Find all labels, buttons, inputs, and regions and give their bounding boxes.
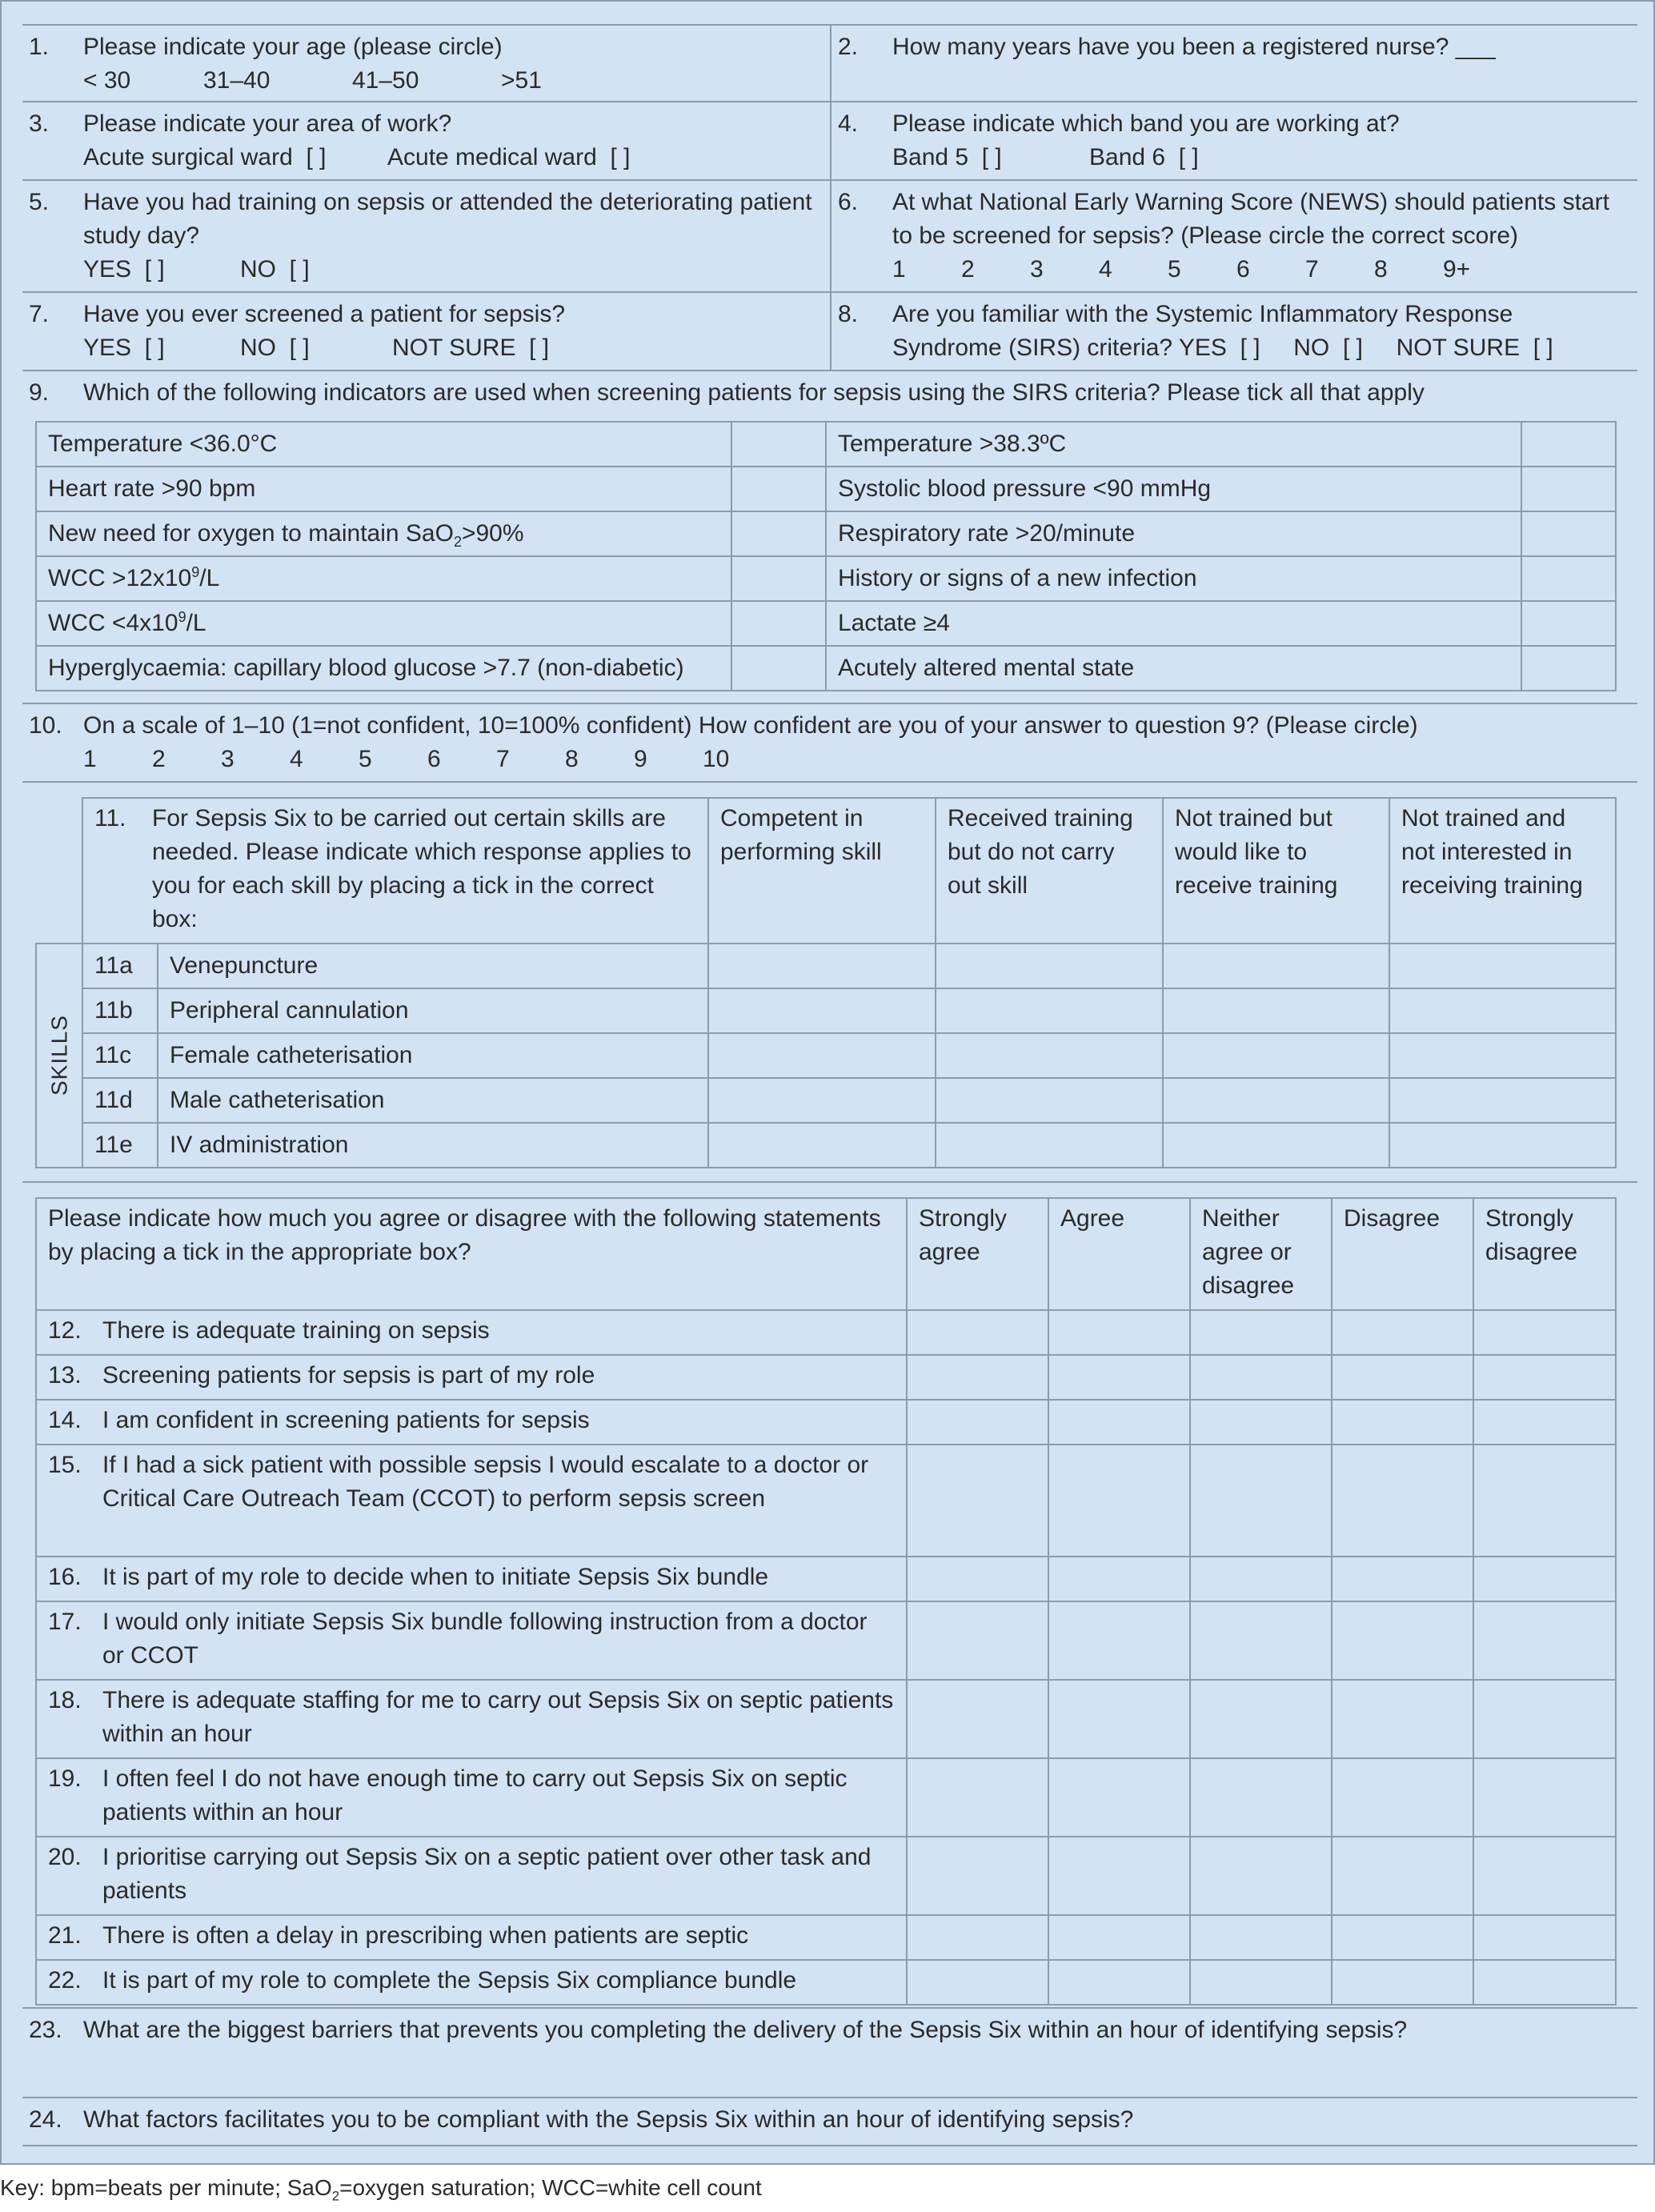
statement-number: 17. [48, 1609, 82, 1635]
score-option[interactable]: 6 [1236, 256, 1250, 283]
column-header: Not trained and not interested in receiving training [1389, 798, 1616, 944]
tick-box[interactable] [731, 422, 826, 467]
confidence-option[interactable]: 1 [83, 746, 97, 772]
tick-box[interactable] [1473, 1960, 1616, 2005]
table-row [36, 1078, 1616, 1123]
agreement-table [35, 1197, 1617, 2006]
tick-box[interactable] [1389, 1123, 1616, 1168]
confidence-option[interactable]: 4 [290, 746, 303, 772]
tick-box[interactable] [1332, 1758, 1473, 1837]
question-text-options[interactable]: Syndrome (SIRS) criteria? YES [ ] NO [ ] NOT SURE [ ] [892, 335, 1553, 361]
confidence-option[interactable]: 5 [359, 746, 372, 772]
tick-box[interactable] [1190, 1355, 1332, 1400]
question-6 [830, 181, 1637, 291]
confidence-option[interactable]: 3 [221, 746, 234, 772]
row-q5-q6 [22, 181, 1637, 293]
tick-box[interactable] [731, 467, 826, 511]
row-q7-q8 [22, 293, 1637, 371]
option-band-5[interactable]: Band 5 [ ] [892, 144, 1002, 170]
skill-code: 11e [82, 1123, 158, 1168]
indicator-label: Temperature <36.0°C [36, 422, 731, 467]
tick-box[interactable] [1048, 1400, 1190, 1445]
statement-number: 21. [48, 1922, 82, 1949]
statement-row [36, 1355, 1616, 1400]
table-row [36, 511, 1616, 556]
question-text: For Sepsis Six to be carried out certain skills are needed. Please indicate which response applies to you for each skill by placing a tick in the correct box: [152, 805, 691, 932]
question-text: What factors facilitates you to be compliant with the Sepsis Six within an hour of identifying sepsis? [83, 2106, 1134, 2133]
tick-box[interactable] [1473, 1445, 1616, 1557]
tick-box[interactable] [1163, 1033, 1389, 1078]
statement-text: There is adequate staffing for me to carry out Sepsis Six on septic patients within an hour [102, 1687, 894, 1747]
statement-text: There is adequate training on sepsis [102, 1317, 490, 1344]
tick-box[interactable] [1163, 988, 1389, 1033]
column-header: Disagree [1332, 1198, 1473, 1310]
table-row [36, 467, 1616, 511]
statement-text: I am confident in screening patients for sepsis [102, 1407, 590, 1433]
confidence-option[interactable]: 8 [565, 746, 579, 772]
agreement-intro: Please indicate how much you agree or disagree with the following statements by placing a tick in the appropriate box? [36, 1198, 907, 1310]
tick-box[interactable] [1190, 1400, 1332, 1445]
skill-code: 11a [82, 944, 158, 988]
skills-header-row [36, 798, 1616, 944]
column-header: Competent in performing skill [708, 798, 936, 944]
tick-box[interactable] [1190, 1837, 1332, 1915]
indicator-label: Acutely altered mental state [826, 646, 1521, 691]
column-header: Strongly agree [907, 1198, 1048, 1310]
question-text: Please indicate which band you are working at? [892, 110, 1400, 137]
question-number: 23. [29, 2017, 62, 2043]
tick-box[interactable] [1332, 1400, 1473, 1445]
tick-box[interactable] [1048, 1557, 1190, 1601]
tick-box[interactable] [1190, 1680, 1332, 1758]
question-number: 8. [838, 301, 859, 327]
option-yes[interactable]: YES [ ] [83, 335, 165, 361]
tick-box[interactable] [1473, 1915, 1616, 1960]
skills-side-label: SKILLS [36, 944, 82, 1168]
question-text: On a scale of 1–10 (1=not confident, 10=100% confident) How confident are you of your answer to question 9? (Please circle) [83, 712, 1418, 739]
tick-box[interactable] [1048, 1601, 1190, 1680]
tick-box[interactable] [1473, 1601, 1616, 1680]
column-header: Neither agree or disagree [1190, 1198, 1332, 1310]
tick-box[interactable] [708, 988, 936, 1033]
table-row [36, 1033, 1616, 1078]
statement-text: If I had a sick patient with possible sepsis I would escalate to a doctor or Critical Care Outreach Team (CCOT) to perform sepsis screen [102, 1452, 869, 1512]
option-under-30[interactable]: < 30 [83, 67, 131, 94]
option-41-50[interactable]: 41–50 [352, 67, 419, 94]
skill-code: 11d [82, 1078, 158, 1123]
tick-box[interactable] [907, 1837, 1048, 1915]
statement-number: 18. [48, 1687, 82, 1713]
question-3 [22, 102, 830, 179]
skill-code: 11b [82, 988, 158, 1033]
tick-box[interactable] [708, 1033, 936, 1078]
option-over-51[interactable]: >51 [501, 67, 542, 94]
option-medical-ward[interactable]: Acute medical ward [ ] [387, 144, 631, 170]
option-band-6[interactable]: Band 6 [ ] [1089, 144, 1199, 170]
tick-box[interactable] [936, 1033, 1163, 1078]
question-text: Are you familiar with the Systemic Inflammatory Response [892, 301, 1513, 327]
tick-box[interactable] [1048, 1915, 1190, 1960]
column-header: Not trained but would like to receive training [1163, 798, 1389, 944]
indicator-label: Lactate ≥4 [826, 601, 1521, 646]
question-text: What are the biggest barriers that prevents you completing the delivery of the Sepsis Six within an hour of identifying sepsis? [83, 2017, 1408, 2043]
statement-row [36, 1837, 1616, 1915]
question-number: 11. [94, 805, 126, 832]
tick-box[interactable] [708, 944, 936, 988]
statement-row [36, 1445, 1616, 1557]
tick-box[interactable] [936, 1078, 1163, 1123]
statement-row [36, 1915, 1616, 1960]
tick-box[interactable] [1521, 601, 1616, 646]
tick-box[interactable] [1332, 1445, 1473, 1557]
tick-box[interactable] [1332, 1680, 1473, 1758]
table-row [36, 988, 1616, 1033]
confidence-option[interactable]: 6 [427, 746, 441, 772]
option-31-40[interactable]: 31–40 [203, 67, 270, 94]
question-number: 4. [838, 110, 859, 137]
tick-box[interactable] [1521, 646, 1616, 691]
indicator-label: WCC $>12x10^9/L$ [36, 556, 731, 601]
tick-box[interactable] [1048, 1837, 1190, 1915]
question-24[interactable] [22, 2098, 1637, 2146]
confidence-option[interactable]: 7 [496, 746, 510, 772]
tick-box[interactable] [907, 1400, 1048, 1445]
score-option[interactable]: 8 [1374, 256, 1388, 283]
question-text: Please indicate your area of work? [83, 110, 452, 137]
score-option[interactable]: 1 [892, 256, 906, 283]
tick-box[interactable] [1473, 1758, 1616, 1837]
tick-box[interactable] [1190, 1601, 1332, 1680]
question-number: 7. [29, 301, 50, 327]
statement-number: 14. [48, 1407, 82, 1433]
statement-row [36, 1758, 1616, 1837]
option-surgical-ward[interactable]: Acute surgical ward [ ] [83, 144, 327, 170]
question-2 [830, 26, 1637, 101]
statement-number: 20. [48, 1844, 82, 1870]
tick-box[interactable] [1190, 1557, 1332, 1601]
tick-box[interactable] [1048, 1445, 1190, 1557]
score-option[interactable]: 9+ [1443, 256, 1471, 283]
statement-text: There is often a delay in prescribing when patients are septic [102, 1922, 749, 1949]
question-number: 5. [29, 189, 50, 215]
table-row [36, 556, 1616, 601]
tick-box[interactable] [1163, 1078, 1389, 1123]
skill-code: 11c [82, 1033, 158, 1078]
question-number: 1. [29, 34, 50, 60]
question-text: Have you had training on sepsis or attended the deteriorating patient study day? [83, 189, 812, 249]
tick-box[interactable] [907, 1445, 1048, 1557]
table-row [36, 601, 1616, 646]
row-q3-q4 [22, 102, 1637, 181]
news-score-options [892, 253, 1631, 287]
statement-row [36, 1400, 1616, 1445]
tick-box[interactable] [907, 1310, 1048, 1355]
tick-box[interactable] [907, 1601, 1048, 1680]
score-option[interactable]: 7 [1305, 256, 1319, 283]
option-yes[interactable]: YES [ ] [83, 256, 165, 283]
statement-row [36, 1960, 1616, 2005]
indicator-label: New need for oxygen to maintain SaO$_2$>90% [36, 511, 731, 556]
question-1 [22, 26, 830, 101]
table-row [36, 1123, 1616, 1168]
confidence-option[interactable]: 9 [634, 746, 647, 772]
tick-box[interactable] [1190, 1310, 1332, 1355]
tick-box[interactable] [1521, 422, 1616, 467]
question-8 [830, 293, 1637, 370]
agreement-header-row [36, 1198, 1616, 1310]
tick-box[interactable] [1048, 1680, 1190, 1758]
question-number: 10. [29, 712, 62, 739]
tick-box[interactable] [1190, 1445, 1332, 1557]
tick-box[interactable] [1332, 1355, 1473, 1400]
question-11-text [82, 798, 708, 944]
tick-box[interactable] [1521, 467, 1616, 511]
tick-box[interactable] [731, 511, 826, 556]
question-number: 3. [29, 110, 50, 137]
skill-name: Venepuncture [158, 944, 708, 988]
tick-box[interactable] [907, 1557, 1048, 1601]
age-options [83, 64, 823, 98]
statement-text: It is part of my role to complete the Sepsis Six compliance bundle [102, 1967, 797, 1994]
question-text: Please indicate your age (please circle) [83, 34, 503, 60]
tick-box[interactable] [1190, 1758, 1332, 1837]
tick-box[interactable] [1048, 1960, 1190, 2005]
tick-box[interactable] [1332, 1601, 1473, 1680]
tick-box[interactable] [1332, 1837, 1473, 1915]
statement-text: I often feel I do not have enough time to carry out Sepsis Six on septic patients within an hour [102, 1765, 848, 1825]
column-header: Received training but do not carry out skill [936, 798, 1163, 944]
tick-box[interactable] [708, 1078, 936, 1123]
skill-name: IV administration [158, 1123, 708, 1168]
tick-box[interactable] [1473, 1837, 1616, 1915]
option-no[interactable]: NO [ ] [240, 335, 310, 361]
column-header: Strongly disagree [1473, 1198, 1616, 1310]
tick-box[interactable] [1332, 1557, 1473, 1601]
table-row [36, 646, 1616, 691]
tick-box[interactable] [907, 1355, 1048, 1400]
key-footnote: Key: bpm=beats per minute; SaO$_2$=oxygen saturation; WCC=white cell count [0, 2175, 762, 2204]
tick-box[interactable] [907, 1680, 1048, 1758]
question-text: At what National Early Warning Score (NEWS) should patients start to be screened for sepsis? (Please circle the correct score) [892, 189, 1609, 249]
question-text: Have you ever screened a patient for sepsis? [83, 301, 566, 327]
indicator-label: Temperature >38.3ºC [826, 422, 1521, 467]
indicator-label: Hyperglycaemia: capillary blood glucose >7.7 (non-diabetic) [36, 646, 731, 691]
statement-number: 13. [48, 1362, 82, 1389]
indicator-label: Respiratory rate >20/minute [826, 511, 1521, 556]
option-no[interactable]: NO [ ] [240, 256, 310, 283]
statement-number: 16. [48, 1564, 82, 1590]
tick-box[interactable] [936, 1123, 1163, 1168]
tick-box[interactable] [1473, 1310, 1616, 1355]
tick-box[interactable] [907, 1758, 1048, 1837]
tick-box[interactable] [907, 1915, 1048, 1960]
tick-box[interactable] [731, 646, 826, 691]
statement-row [36, 1601, 1616, 1680]
question-23[interactable] [22, 2009, 1637, 2098]
tick-box[interactable] [1163, 944, 1389, 988]
tick-box[interactable] [936, 988, 1163, 1033]
tick-box[interactable] [1473, 1557, 1616, 1601]
statement-text: Screening patients for sepsis is part of my role [102, 1362, 595, 1389]
column-header: Agree [1048, 1198, 1190, 1310]
tick-box[interactable] [1473, 1355, 1616, 1400]
indicator-label: Systolic blood pressure <90 mmHg [826, 467, 1521, 511]
tick-box[interactable] [1521, 556, 1616, 601]
statement-text: It is part of my role to decide when to initiate Sepsis Six bundle [102, 1564, 769, 1590]
question-text: Which of the following indicators are used when screening patients for sepsis using the SIRS criteria? Please tick all that apply [83, 379, 1425, 406]
indicator-label: Heart rate >90 bpm [36, 467, 731, 511]
skill-name: Male catheterisation [158, 1078, 708, 1123]
tick-box[interactable] [1163, 1123, 1389, 1168]
question-number: 2. [838, 34, 859, 60]
tick-box[interactable] [1048, 1310, 1190, 1355]
statement-text: I prioritise carrying out Sepsis Six on a septic patient over other task and patients [102, 1844, 872, 1904]
indicator-label: History or signs of a new infection [826, 556, 1521, 601]
question-text: How many years have you been a registered nurse? ___ [892, 34, 1496, 60]
score-option[interactable]: 2 [961, 256, 975, 283]
question-number: 9. [29, 379, 50, 406]
tick-box[interactable] [731, 556, 826, 601]
statement-row [36, 1680, 1616, 1758]
statement-number: 19. [48, 1765, 82, 1792]
question-number: 24. [29, 2106, 62, 2133]
tick-box[interactable] [936, 944, 1163, 988]
option-not-sure[interactable]: NOT SURE [ ] [392, 335, 550, 361]
table-row [36, 944, 1616, 988]
question-10 [22, 704, 1637, 783]
score-option[interactable]: 5 [1168, 256, 1181, 283]
tick-box[interactable] [1190, 1960, 1332, 2005]
skills-table [35, 797, 1617, 1168]
score-option[interactable]: 3 [1030, 256, 1044, 283]
tick-box[interactable] [1389, 1033, 1616, 1078]
indicator-label: WCC $<4x10^9/L$ [36, 601, 731, 646]
score-option[interactable]: 4 [1099, 256, 1112, 283]
question-4 [830, 102, 1637, 179]
question-7 [22, 293, 830, 370]
skill-name: Female catheterisation [158, 1033, 708, 1078]
confidence-options [83, 743, 1631, 776]
statement-row [36, 1310, 1616, 1355]
tick-box[interactable] [1389, 944, 1616, 988]
statement-number: 22. [48, 1967, 82, 1994]
tick-box[interactable] [1389, 1078, 1616, 1123]
statement-number: 12. [48, 1317, 82, 1344]
question-5 [22, 181, 830, 291]
tick-box[interactable] [731, 601, 826, 646]
tick-box[interactable] [708, 1123, 936, 1168]
skill-name: Peripheral cannulation [158, 988, 708, 1033]
tick-box[interactable] [1190, 1915, 1332, 1960]
tick-box[interactable] [907, 1960, 1048, 2005]
sirs-indicator-table [35, 421, 1617, 691]
tick-box[interactable] [1332, 1960, 1473, 2005]
question-number: 6. [838, 189, 859, 215]
tick-box[interactable] [1389, 988, 1616, 1033]
confidence-option[interactable]: 10 [703, 746, 730, 772]
tick-box[interactable] [1521, 511, 1616, 556]
table-row [36, 422, 1616, 467]
statement-text: I would only initiate Sepsis Six bundle following instruction from a doctor or CCOT [102, 1609, 868, 1669]
tick-box[interactable] [1473, 1680, 1616, 1758]
tick-box[interactable] [1332, 1310, 1473, 1355]
statement-number: 15. [48, 1452, 82, 1478]
tick-box[interactable] [1332, 1915, 1473, 1960]
row-q1-q2 [22, 24, 1637, 102]
tick-box[interactable] [1473, 1400, 1616, 1445]
confidence-option[interactable]: 2 [152, 746, 166, 772]
tick-box[interactable] [1048, 1355, 1190, 1400]
tick-box[interactable] [1048, 1758, 1190, 1837]
statement-row [36, 1557, 1616, 1601]
